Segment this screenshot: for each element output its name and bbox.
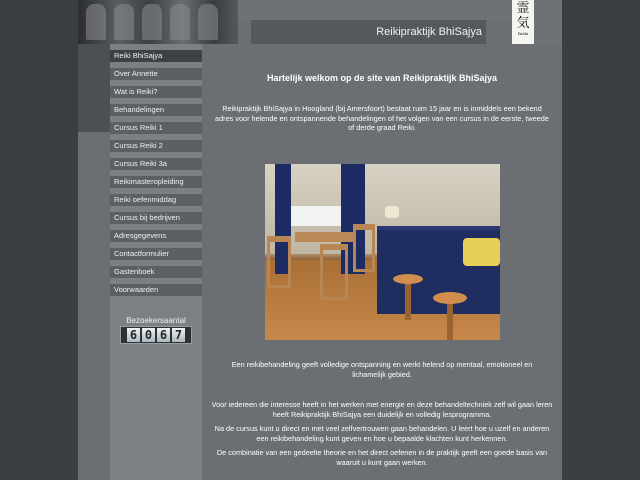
paragraph-treatment: Een reikibehandeling geeft volledige ontspanning en werkt helend op mentaal, emotioneel en lichamelijk gebied.	[231, 360, 533, 379]
nav-item-cursus-reiki-1[interactable]: Cursus Reiki 1	[110, 122, 202, 134]
paragraph-interest: Voor iedereen die interesse heeft in het werken met energie en deze behandeltechniek zelf wil gaan leren heeft Reikipraktijk BhiSajya een duidelijk en volledig lesprogramma.	[211, 400, 553, 419]
main-navigation	[110, 50, 202, 302]
site-title: Reikipraktijk BhiSajya	[251, 20, 486, 44]
paragraph-course: Na de cursus kunt u direct en met veel zelfvertrouwen gaan behandelen. U leert hoe u uzelf en anderen een reikibehandeling kunt geven en hoe u bepaalde klachten kunt herkennen.	[214, 424, 550, 443]
header-bar	[238, 0, 512, 20]
nav-item-reiki-bhisajya[interactable]: Reiki BhiSajya	[110, 50, 202, 62]
photo-chair	[320, 244, 348, 300]
reiki-kanji-logo: 霊 気 Reiki	[512, 0, 534, 44]
counter-digit: 6	[157, 328, 170, 342]
treatment-room-photo	[265, 164, 500, 340]
photo-pillow	[463, 238, 500, 266]
nav-item-reikimasteropleiding[interactable]: Reikimasteropleiding	[110, 176, 202, 188]
nav-item-contactformulier[interactable]: Contactformulier	[110, 248, 202, 260]
nav-item-reiki-oefenmiddag[interactable]: Reiki oefenmiddag	[110, 194, 202, 206]
page-heading: Hartelijk welkom op de site van Reikipraktijk BhiSajya	[266, 73, 498, 83]
nav-item-behandelingen[interactable]: Behandelingen	[110, 104, 202, 116]
nav-item-wat-is-reiki[interactable]: Wat is Reiki?	[110, 86, 202, 98]
photo-chair	[267, 236, 291, 288]
photo-stool	[433, 292, 467, 304]
nav-item-cursus-bij-bedrijven[interactable]: Cursus bij bedrijven	[110, 212, 202, 224]
nav-item-gastenboek[interactable]: Gastenboek	[110, 266, 202, 278]
header-banner-image	[78, 0, 238, 44]
left-decoration	[78, 44, 110, 132]
photo-lamp	[385, 206, 399, 218]
counter-digit: 0	[142, 328, 155, 342]
photo-stool	[393, 274, 423, 284]
elephant-figure-icon	[198, 4, 218, 40]
visitor-counter-label: Bezoekersaantal	[126, 316, 186, 325]
counter-digit: 6	[127, 328, 140, 342]
intro-paragraph: Reikipraktijk BhiSajya in Hoogland (bij Amersfoort) bestaat ruim 15 jaar en is inmiddels een bekend adres voor helende en ontspannende behandelingen of het volgen van een cursus in de eerste, tweede of derde graad Reiki.	[215, 104, 549, 133]
elephant-figure-icon	[142, 4, 162, 40]
photo-stool-leg	[447, 302, 453, 340]
header-right-strip	[534, 0, 562, 44]
counter-digit: 7	[172, 328, 185, 342]
nav-item-cursus-reiki-3a[interactable]: Cursus Reiki 3a	[110, 158, 202, 170]
elephant-figure-icon	[170, 4, 190, 40]
paragraph-combination: De combinatie van een gedeelte theorie en het direct oefenen in de praktijk geeft een goede basis van waaruit u kunt gaan werken.	[216, 448, 548, 467]
photo-stool-leg	[405, 282, 411, 320]
photo-chair	[353, 224, 375, 272]
elephant-figure-icon	[114, 4, 134, 40]
visitor-counter	[120, 326, 192, 344]
photo-window	[291, 206, 341, 226]
elephant-figure-icon	[86, 4, 106, 40]
nav-item-cursus-reiki-2[interactable]: Cursus Reiki 2	[110, 140, 202, 152]
photo-table	[295, 232, 355, 242]
nav-item-voorwaarden[interactable]: Voorwaarden	[110, 284, 202, 296]
nav-item-over-annette[interactable]: Over Annette	[110, 68, 202, 80]
nav-item-adresgegevens[interactable]: Adresgegevens	[110, 230, 202, 242]
